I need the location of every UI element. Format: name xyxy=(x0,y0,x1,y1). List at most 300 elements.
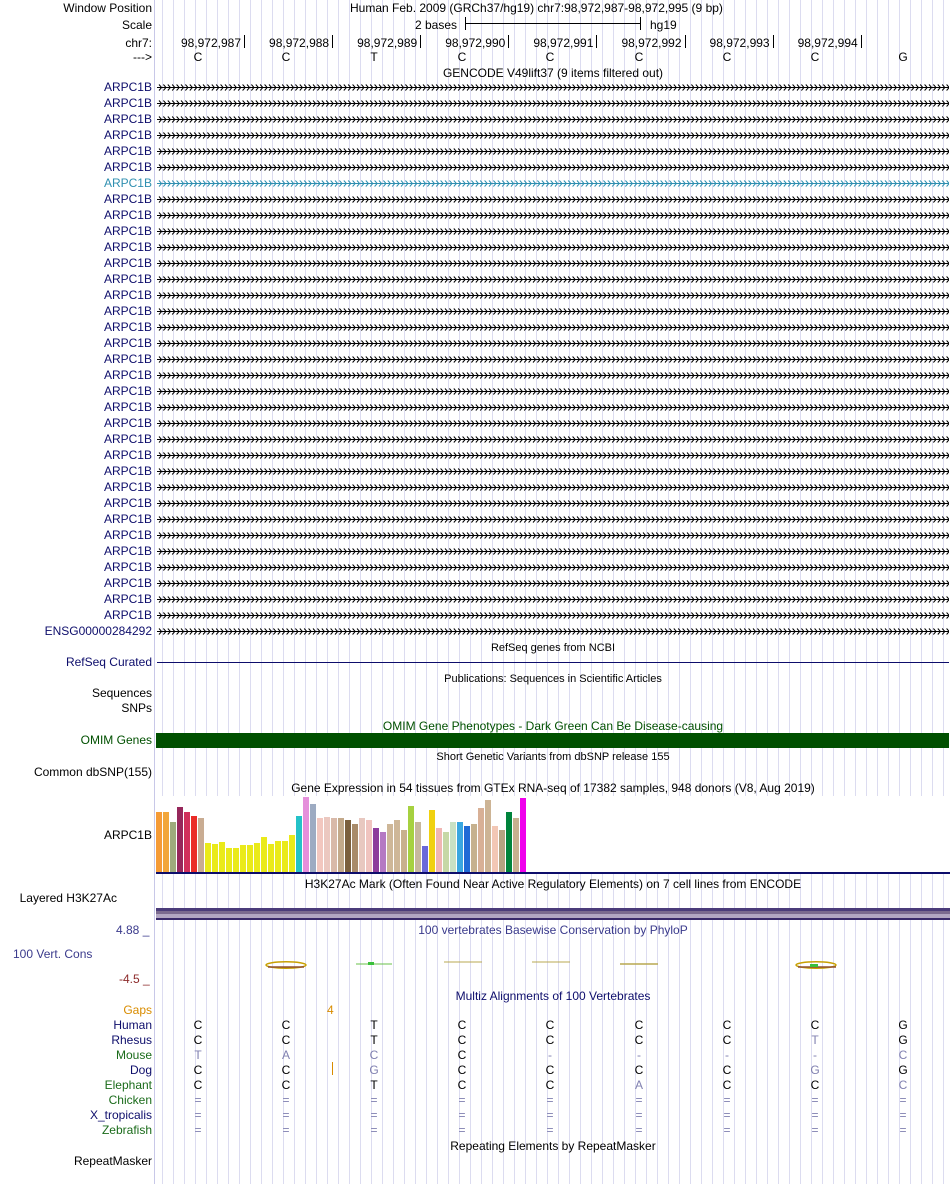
aligned-base: C xyxy=(457,1048,467,1062)
gene-transcript-bar[interactable] xyxy=(157,147,949,156)
reference-base: C xyxy=(634,50,644,64)
gene-transcript-bar[interactable] xyxy=(157,163,949,172)
gene-label[interactable]: ARPC1B xyxy=(103,240,152,254)
grid-line xyxy=(591,0,592,1184)
gtex-tissue-bar[interactable] xyxy=(373,828,379,872)
gene-label[interactable]: ARPC1B xyxy=(103,608,152,622)
aligned-base: = xyxy=(811,1108,819,1122)
grid-line xyxy=(349,0,350,1184)
gtex-track-title[interactable]: Gene Expression in 54 tissues from GTEx RNA-seq of 17382 samples, 948 donors (V8, Aug 2019) xyxy=(291,781,815,795)
gtex-tissue-bar[interactable] xyxy=(457,822,463,872)
gene-label[interactable]: ARPC1B xyxy=(103,352,152,366)
gene-transcript-bar[interactable] xyxy=(157,291,949,300)
dbsnp-track-title[interactable]: Short Genetic Variants from dbSNP release 155 xyxy=(436,751,670,763)
gene-label[interactable]: ARPC1B xyxy=(103,480,152,494)
gtex-tissue-bar[interactable] xyxy=(296,816,302,872)
aligned-base: = xyxy=(546,1093,554,1107)
grid-line xyxy=(250,0,251,1184)
species-label[interactable]: Chicken xyxy=(108,1093,152,1107)
gene-label[interactable]: ARPC1B xyxy=(103,576,152,590)
gene-label[interactable]: ARPC1B xyxy=(103,192,152,206)
phylop-track-title[interactable]: 100 vertebrates Basewise Conservation by PhyloP xyxy=(418,923,688,937)
gene-transcript-bar[interactable] xyxy=(157,483,949,492)
gtex-tissue-bar[interactable] xyxy=(499,830,505,872)
grid-line xyxy=(866,0,867,1184)
grid-line xyxy=(294,0,295,1184)
gene-label[interactable]: ARPC1B xyxy=(103,416,152,430)
aligned-base: C xyxy=(634,1063,644,1077)
aligned-base: C xyxy=(281,1018,291,1032)
aligned-base: T xyxy=(370,1078,378,1092)
gtex-tissue-bar[interactable] xyxy=(513,818,519,872)
repeatmasker-track-title[interactable]: Repeating Elements by RepeatMasker xyxy=(450,1139,656,1153)
aligned-base: C xyxy=(193,1078,203,1092)
gene-label[interactable]: ARPC1B xyxy=(103,288,152,302)
gene-transcript-bar[interactable] xyxy=(157,131,949,140)
gene-label[interactable]: ARPC1B xyxy=(103,432,152,446)
aligned-base: = xyxy=(282,1093,290,1107)
publications-sequences-label[interactable]: Sequences xyxy=(91,686,152,700)
gtex-tissue-bar[interactable] xyxy=(359,818,365,872)
multiz-track-title[interactable]: Multiz Alignments of 100 Vertebrates xyxy=(455,989,651,1003)
aligned-base: C xyxy=(457,1018,467,1032)
aligned-base: G xyxy=(810,1063,820,1077)
ruler-position: 98,972,987 xyxy=(180,36,241,50)
aligned-base: = xyxy=(458,1108,466,1122)
gene-label[interactable]: ARPC1B xyxy=(103,128,152,142)
aligned-base: C xyxy=(722,1033,732,1047)
grid-line xyxy=(525,0,526,1184)
grid-line xyxy=(635,0,636,1184)
grid-line xyxy=(679,0,680,1184)
gtex-tissue-bar[interactable] xyxy=(352,824,358,872)
gtex-tissue-bar[interactable] xyxy=(450,822,456,872)
gene-label[interactable]: ARPC1B xyxy=(103,336,152,350)
gtex-tissue-bar[interactable] xyxy=(303,797,309,872)
reference-base: T xyxy=(370,50,378,64)
gene-label[interactable]: ARPC1B xyxy=(103,208,152,222)
gtex-tissue-bar[interactable] xyxy=(212,844,218,872)
gtex-tissue-bar[interactable] xyxy=(170,822,176,872)
gtex-tissue-bar[interactable] xyxy=(331,818,337,872)
aligned-base: = xyxy=(635,1108,643,1122)
gene-transcript-bar[interactable] xyxy=(157,371,949,380)
gene-label[interactable]: ARPC1B xyxy=(103,176,152,190)
gtex-tissue-bar[interactable] xyxy=(247,845,253,872)
grid-line xyxy=(371,0,372,1184)
gene-label[interactable]: ARPC1B xyxy=(103,224,152,238)
gtex-tissue-bar[interactable] xyxy=(282,841,288,872)
grid-line xyxy=(569,0,570,1184)
aligned-base: = xyxy=(194,1093,202,1107)
gene-label[interactable]: ARPC1B xyxy=(103,464,152,478)
aligned-base: T xyxy=(370,1033,378,1047)
gene-transcript-bar[interactable] xyxy=(157,451,949,460)
gene-label[interactable]: ARPC1B xyxy=(103,96,152,110)
grid-line xyxy=(657,0,658,1184)
gene-label[interactable]: ARPC1B xyxy=(103,448,152,462)
ruler-position: 98,972,991 xyxy=(533,36,594,50)
gene-label[interactable]: ARPC1B xyxy=(103,144,152,158)
gene-label[interactable]: ARPC1B xyxy=(103,528,152,542)
ruler-tick xyxy=(244,35,245,48)
gap-marker xyxy=(332,1062,333,1075)
reference-base: C xyxy=(457,50,467,64)
aligned-base: = xyxy=(194,1108,202,1122)
omim-track-title[interactable]: OMIM Gene Phenotypes - Dark Green Can Be Disease-causing xyxy=(382,719,724,733)
phylop-min-label: -4.5 _ xyxy=(119,972,150,986)
grid-line xyxy=(195,0,196,1184)
grid-line xyxy=(448,0,449,1184)
grid-line xyxy=(668,0,669,1184)
gene-label[interactable]: ARPC1B xyxy=(103,80,152,94)
gene-label[interactable]: ARPC1B xyxy=(103,304,152,318)
gtex-tissue-bar[interactable] xyxy=(324,817,330,872)
species-label[interactable]: Rhesus xyxy=(111,1033,152,1047)
gtex-tissue-bar[interactable] xyxy=(443,832,449,872)
aligned-base: C xyxy=(545,1078,555,1092)
aligned-base: T xyxy=(811,1033,819,1047)
gene-label[interactable]: ARPC1B xyxy=(103,544,152,558)
gtex-tissue-bar[interactable] xyxy=(289,835,295,872)
grid-line xyxy=(800,0,801,1184)
reference-base: C xyxy=(545,50,555,64)
refseq-track-title[interactable]: RefSeq genes from NCBI xyxy=(490,642,616,654)
aligned-base: - xyxy=(725,1048,729,1062)
grid-line xyxy=(580,0,581,1184)
gtex-tissue-bar[interactable] xyxy=(401,830,407,872)
aligned-base: C xyxy=(281,1033,291,1047)
ruler-position: 98,972,989 xyxy=(357,36,418,50)
h3k27ac-signal[interactable] xyxy=(156,906,950,920)
grid-line xyxy=(701,0,702,1184)
chrom-label: chr7: xyxy=(125,36,152,50)
strand-label: ---> xyxy=(133,50,152,64)
grid-line xyxy=(833,0,834,1184)
grid-line xyxy=(481,0,482,1184)
gtex-tissue-bar[interactable] xyxy=(163,812,169,872)
grid-line xyxy=(921,0,922,1184)
gtex-tissue-bar[interactable] xyxy=(191,816,197,872)
grid-line xyxy=(492,0,493,1184)
gene-transcript-bar[interactable] xyxy=(157,387,949,396)
ruler-tick xyxy=(685,35,686,48)
gene-transcript-bar[interactable] xyxy=(157,243,949,252)
repeatmasker-label[interactable]: RepeatMasker xyxy=(73,1154,152,1168)
grid-line xyxy=(360,0,361,1184)
gtex-tissue-bar[interactable] xyxy=(506,812,512,872)
gene-label[interactable]: ARPC1B xyxy=(103,272,152,286)
gtex-tissue-bar[interactable] xyxy=(205,843,211,872)
gene-transcript-bar[interactable] xyxy=(157,419,949,428)
gene-transcript-bar[interactable] xyxy=(157,259,949,268)
gtex-tissue-bar[interactable] xyxy=(520,798,526,872)
reference-base: C xyxy=(722,50,732,64)
gtex-gene-label[interactable]: ARPC1B xyxy=(103,828,152,842)
gtex-tissue-bar[interactable] xyxy=(478,808,484,872)
species-label[interactable]: X_tropicalis xyxy=(89,1108,152,1122)
grid-line xyxy=(459,0,460,1184)
gene-transcript-bar[interactable] xyxy=(157,83,949,92)
species-label[interactable]: Human xyxy=(113,1018,152,1032)
aligned-base: = xyxy=(458,1123,466,1137)
grid-line xyxy=(415,0,416,1184)
scale-assembly: hg19 xyxy=(650,18,677,32)
gtex-tissue-bar[interactable] xyxy=(387,824,393,872)
gene-label-ensg[interactable]: ENSG00000284292 xyxy=(44,624,152,638)
refseq-label[interactable]: RefSeq Curated xyxy=(65,655,152,669)
aligned-base: = xyxy=(458,1093,466,1107)
h3k27ac-label[interactable]: Layered H3K27Ac xyxy=(19,891,117,905)
gtex-tissue-bar[interactable] xyxy=(408,806,414,872)
gene-transcript-bar[interactable] xyxy=(157,339,949,348)
gtex-tissue-bar[interactable] xyxy=(240,845,246,872)
aligned-base: - xyxy=(548,1048,552,1062)
aligned-base: = xyxy=(899,1123,907,1137)
gene-transcript-bar[interactable] xyxy=(157,179,949,188)
grid-line xyxy=(855,0,856,1184)
gene-transcript-bar[interactable] xyxy=(157,627,949,636)
grid-line xyxy=(910,0,911,1184)
gtex-tissue-bar[interactable] xyxy=(226,848,232,872)
species-label[interactable]: Mouse xyxy=(115,1048,152,1062)
gene-label[interactable]: ARPC1B xyxy=(103,160,152,174)
grid-line xyxy=(789,0,790,1184)
grid-line xyxy=(547,0,548,1184)
grid-line xyxy=(382,0,383,1184)
aligned-base: G xyxy=(898,1063,908,1077)
aligned-base: C xyxy=(722,1078,732,1092)
grid-line xyxy=(558,0,559,1184)
grid-line xyxy=(437,0,438,1184)
gtex-tissue-bar[interactable] xyxy=(380,832,386,872)
gencode-track-title[interactable]: GENCODE V49lift37 (9 items filtered out) xyxy=(442,66,664,80)
gtex-tissue-bar[interactable] xyxy=(394,820,400,872)
aligned-base: C xyxy=(634,1033,644,1047)
grid-line xyxy=(778,0,779,1184)
grid-line xyxy=(844,0,845,1184)
gtex-tissue-bar[interactable] xyxy=(436,828,442,872)
aligned-base: C xyxy=(634,1018,644,1032)
gene-transcript-bar[interactable] xyxy=(157,547,949,556)
grid-line xyxy=(514,0,515,1184)
gtex-tissue-bar[interactable] xyxy=(338,818,344,872)
grid-line xyxy=(932,0,933,1184)
aligned-base: = xyxy=(723,1093,731,1107)
aligned-base: C xyxy=(457,1033,467,1047)
gtex-tissue-bar[interactable] xyxy=(317,818,323,872)
aligned-base: = xyxy=(811,1093,819,1107)
publications-track-title[interactable]: Publications: Sequences in Scientific Articles xyxy=(444,673,662,685)
aligned-base: = xyxy=(723,1123,731,1137)
grid-line xyxy=(624,0,625,1184)
gtex-tissue-bar[interactable] xyxy=(233,848,239,872)
omim-gene-bar[interactable] xyxy=(156,733,949,748)
grid-line xyxy=(272,0,273,1184)
grid-line xyxy=(426,0,427,1184)
aligned-base: G xyxy=(898,1018,908,1032)
gene-transcript-bar[interactable] xyxy=(157,115,949,124)
gene-label[interactable]: ARPC1B xyxy=(103,384,152,398)
aligned-base: C xyxy=(193,1063,203,1077)
aligned-base: T xyxy=(370,1018,378,1032)
gene-transcript-bar[interactable] xyxy=(157,499,949,508)
window-position-label: Window Position xyxy=(63,1,152,15)
gtex-tissue-bar[interactable] xyxy=(261,837,267,872)
scale-bar xyxy=(465,17,641,31)
gtex-baseline xyxy=(156,872,950,874)
gene-label[interactable]: ARPC1B xyxy=(103,512,152,526)
grid-line xyxy=(503,0,504,1184)
ruler-tick xyxy=(596,35,597,48)
aligned-base: G xyxy=(898,1033,908,1047)
window-position-value: Human Feb. 2009 (GRCh37/hg19) chr7:98,972,987-98,972,995 (9 bp) xyxy=(350,1,723,15)
aligned-base: C xyxy=(722,1063,732,1077)
gene-label[interactable]: ARPC1B xyxy=(103,320,152,334)
phylop-label[interactable]: 100 Vert. Cons xyxy=(13,947,93,961)
gtex-tissue-bar[interactable] xyxy=(219,842,225,872)
grid-line xyxy=(943,0,944,1184)
grid-line xyxy=(261,0,262,1184)
aligned-base: C xyxy=(457,1063,467,1077)
gtex-tissue-bar[interactable] xyxy=(422,846,428,872)
grid-line xyxy=(393,0,394,1184)
phylop-signal[interactable] xyxy=(156,955,950,975)
grid-line xyxy=(316,0,317,1184)
gene-transcript-bar[interactable] xyxy=(157,611,949,620)
ruler-tick xyxy=(332,35,333,48)
gene-label[interactable]: ARPC1B xyxy=(103,256,152,270)
grid-line xyxy=(646,0,647,1184)
ruler-tick xyxy=(773,35,774,48)
gene-transcript-bar[interactable] xyxy=(157,515,949,524)
gtex-tissue-bar[interactable] xyxy=(156,812,162,872)
aligned-base: = xyxy=(194,1123,202,1137)
gtex-tissue-bar[interactable] xyxy=(345,820,351,872)
grid-line xyxy=(822,0,823,1184)
aligned-base: C xyxy=(369,1048,379,1062)
grid-line xyxy=(712,0,713,1184)
gaps-label: Gaps xyxy=(123,1003,152,1017)
gene-transcript-bar[interactable] xyxy=(157,307,949,316)
gtex-tissue-bar[interactable] xyxy=(254,843,260,872)
grid-line xyxy=(404,0,405,1184)
phylop-max-label: 4.88 _ xyxy=(116,923,150,937)
gtex-tissue-bar[interactable] xyxy=(275,841,281,872)
gene-label[interactable]: ARPC1B xyxy=(103,496,152,510)
ruler-tick xyxy=(508,35,509,48)
aligned-base: C xyxy=(281,1078,291,1092)
grid-line xyxy=(228,0,229,1184)
ruler-position: 98,972,993 xyxy=(709,36,770,50)
aligned-base: C xyxy=(810,1018,820,1032)
gtex-tissue-bar[interactable] xyxy=(492,826,498,872)
gene-label[interactable]: ARPC1B xyxy=(103,112,152,126)
aligned-base: = xyxy=(723,1108,731,1122)
aligned-base: = xyxy=(282,1123,290,1137)
gtex-tissue-bar[interactable] xyxy=(429,810,435,872)
grid-line xyxy=(162,0,163,1184)
grid-line xyxy=(470,0,471,1184)
aligned-base: C xyxy=(545,1063,555,1077)
gaps-value: 4 xyxy=(327,1003,334,1017)
publications-snps-label[interactable]: SNPs xyxy=(121,701,152,715)
scale-label: Scale xyxy=(121,18,152,32)
gene-transcript-bar[interactable] xyxy=(157,195,949,204)
gene-label[interactable]: ARPC1B xyxy=(103,368,152,382)
gtex-tissue-bar[interactable] xyxy=(177,807,183,872)
gtex-tissue-bar[interactable] xyxy=(184,812,190,872)
species-label[interactable]: Elephant xyxy=(104,1078,152,1092)
aligned-base: = xyxy=(370,1108,378,1122)
aligned-base: C xyxy=(457,1078,467,1092)
gene-transcript-bar[interactable] xyxy=(157,595,949,604)
gene-transcript-bar[interactable] xyxy=(157,211,949,220)
aligned-base: = xyxy=(635,1093,643,1107)
gtex-tissue-bar[interactable] xyxy=(471,824,477,872)
aligned-base: = xyxy=(899,1108,907,1122)
gene-transcript-bar[interactable] xyxy=(157,227,949,236)
reference-base: C xyxy=(281,50,291,64)
ruler-position: 98,972,992 xyxy=(621,36,682,50)
aligned-base: - xyxy=(813,1048,817,1062)
h3k27ac-baseline xyxy=(156,918,950,920)
gene-transcript-bar[interactable] xyxy=(157,579,949,588)
grid-line xyxy=(723,0,724,1184)
gene-transcript-bar[interactable] xyxy=(157,275,949,284)
gene-transcript-bar[interactable] xyxy=(157,435,949,444)
refseq-gene-line[interactable] xyxy=(157,662,949,663)
gtex-tissue-bar[interactable] xyxy=(464,826,470,872)
gtex-tissue-bar[interactable] xyxy=(310,804,316,872)
omim-label[interactable]: OMIM Genes xyxy=(80,733,152,747)
gene-transcript-bar[interactable] xyxy=(157,323,949,332)
aligned-base: = xyxy=(635,1123,643,1137)
gene-transcript-bar[interactable] xyxy=(157,355,949,364)
aligned-base: C xyxy=(281,1063,291,1077)
grid-line xyxy=(283,0,284,1184)
gene-transcript-bar[interactable] xyxy=(157,403,949,412)
gene-label[interactable]: ARPC1B xyxy=(103,400,152,414)
ruler-position: 98,972,988 xyxy=(269,36,330,50)
gene-label[interactable]: ARPC1B xyxy=(103,560,152,574)
aligned-base: = xyxy=(546,1123,554,1137)
grid-line xyxy=(536,0,537,1184)
aligned-base: A xyxy=(634,1078,643,1092)
gtex-tissue-bar[interactable] xyxy=(485,800,491,872)
gtex-bar-chart[interactable] xyxy=(156,796,950,872)
grid-line xyxy=(899,0,900,1184)
gtex-tissue-bar[interactable] xyxy=(268,844,274,872)
gtex-tissue-bar[interactable] xyxy=(366,820,372,872)
grid-line xyxy=(734,0,735,1184)
gene-transcript-bar[interactable] xyxy=(157,467,949,476)
gene-transcript-bar[interactable] xyxy=(157,563,949,572)
gtex-tissue-bar[interactable] xyxy=(198,818,204,872)
aligned-base: G xyxy=(369,1063,379,1077)
aligned-base: = xyxy=(370,1123,378,1137)
species-label[interactable]: Zebrafish xyxy=(101,1123,152,1137)
gene-label[interactable]: ARPC1B xyxy=(103,592,152,606)
dbsnp-label[interactable]: Common dbSNP(155) xyxy=(33,765,152,779)
h3k27ac-track-title[interactable]: H3K27Ac Mark (Often Found Near Active Regulatory Elements) on 7 cell lines from ENCODE xyxy=(304,877,802,891)
gene-transcript-bar[interactable] xyxy=(157,531,949,540)
gene-transcript-bar[interactable] xyxy=(157,99,949,108)
aligned-base: C xyxy=(193,1033,203,1047)
species-label[interactable]: Dog xyxy=(129,1063,152,1077)
grid-line xyxy=(613,0,614,1184)
gtex-tissue-bar[interactable] xyxy=(415,822,421,872)
